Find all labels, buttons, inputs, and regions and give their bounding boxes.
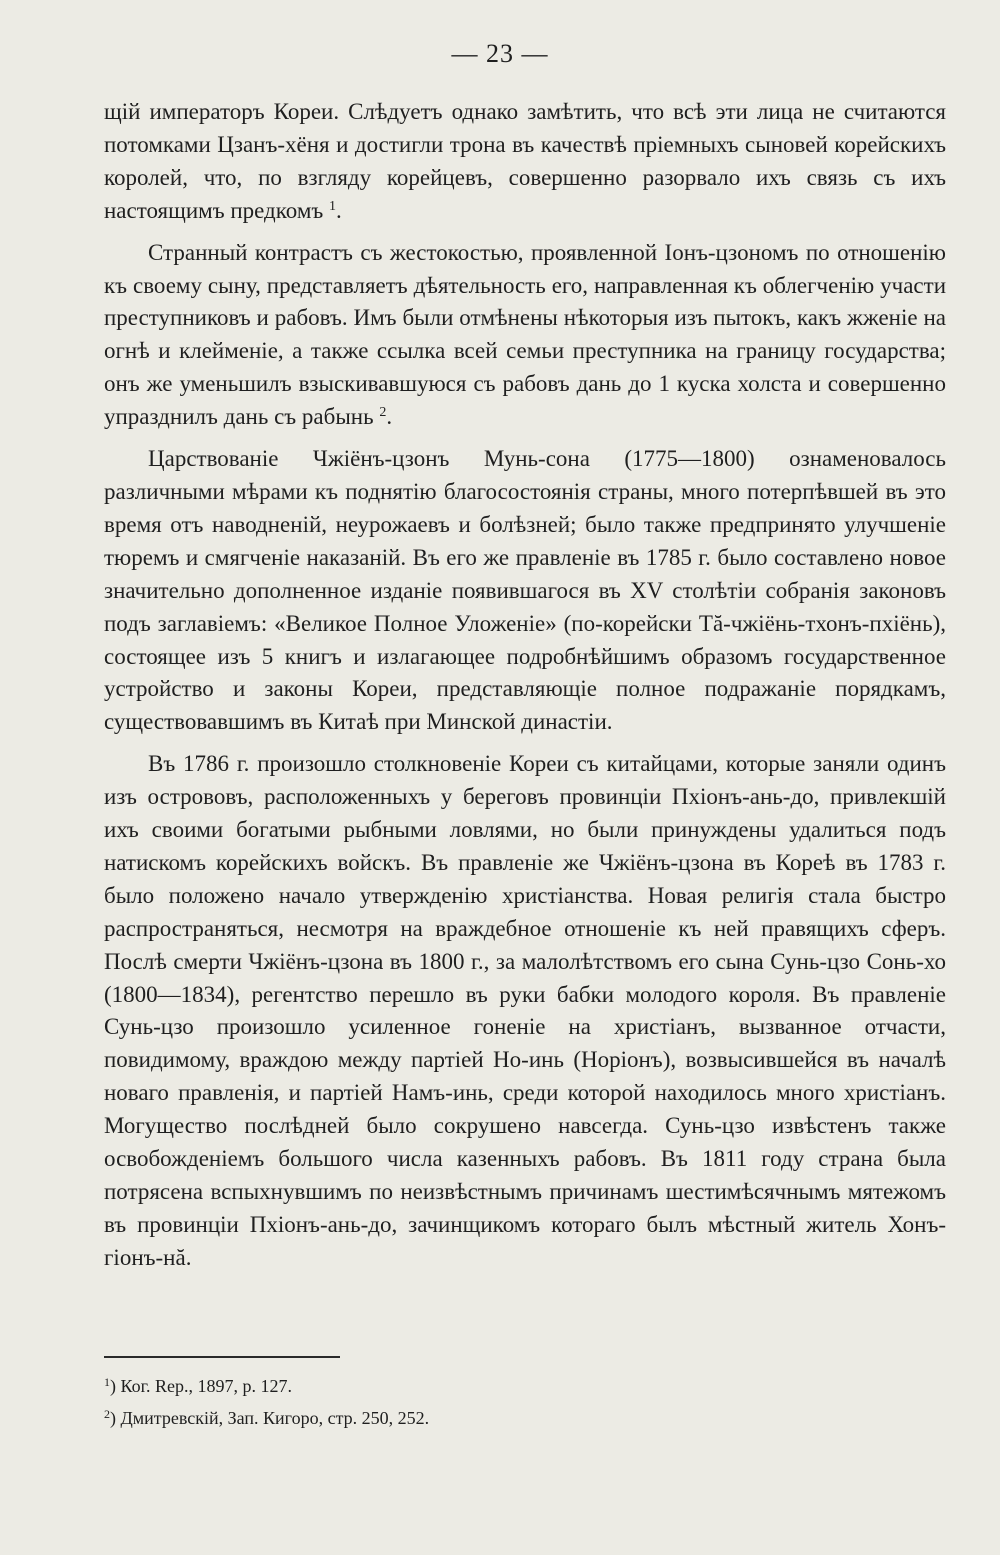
paragraph-3-text: Царствованіе Чжіёнъ-цзонъ Мунь-сона (1775—1800) ознаменовалось различными мѣрами къ поднятію благосостоянія страны, много потерпѣвшей въ это время отъ наводненій, неурожаевъ и болѣзней; было также предпринято улучшеніе тюремъ и смягченіе наказаній. Въ его же правленіе въ 1785 г. было составлено новое значительно дополненное изданіе появившагося въ XV столѣтіи собранія законовъ подъ заглавіемъ: «Великое Полное Уложеніе» (по-корейски Тă-чжіёнь-тхонъ-пхіёнь), состоящее изъ 5 книгъ и излагающее подробнѣйшимъ образомъ государственное устройство и законы Кореи, представляющіе полное подражаніе порядкамъ, существовавшимъ въ Китаѣ при Минской династіи. <box>104 446 946 735</box>
paragraph-4 <box>104 748 946 1275</box>
main-text <box>104 96 946 1275</box>
paragraph-2-end: . <box>386 404 393 430</box>
footnote-ref-2[interactable]: 2 <box>379 405 387 421</box>
paragraph-4-text: Въ 1786 г. произошло столкновеніе Кореи съ китайцами, которые заняли одинъ изъ острововъ, расположенныхъ у береговъ провинціи Пхіонъ-ань-до, привлекшій ихъ своими богатыми рыбными ловлями, но были принуждены удалиться подъ натискомъ корейскихъ войскъ. Въ правленіе же Чжіёнъ-цзона въ Кореѣ въ 1783 г. было положено начало утвержденію христіанства. Новая религія стала быстро распространяться, несмотря на враждебное отношеніе къ ней правящихъ сферъ. Послѣ смерти Чжіёнъ-цзона въ 1800 г., за малолѣтствомъ его сына Сунь-цзо Сонь-хо (1800—1834), регентство перешло въ руки бабки молодого короля. Въ правленіе Сунь-цзо произошло усиленное гоненіе на христіанъ, вызванное отчасти, повидимому, враждою между партіей Но-инь (Норіонъ), возвысившейся въ началѣ новаго правленія, и партіей Намъ-инь, среди которой находилось много христіанъ. Могущество послѣдней было сокрушено навсегда. Сунь-цзо извѣстенъ также освобожденіемъ большого числа казенныхъ рабовъ. Въ 1811 году страна была потрясена вспыхнувшимъ по неизвѣстнымъ причинамъ шестимѣсячнымъ мятежомъ въ провинціи Пхіонъ-ань-до, зачинщикомъ котораго былъ мѣстный житель Хонъ-гіонъ-нă. <box>104 751 946 1270</box>
footnote-2-text: ) Дмитревскій, Зап. Кигоро, стр. 250, 252. <box>110 1408 430 1428</box>
paragraph-2-text: Странный контрастъ съ жестокостью, проявленной Іонъ-цзономъ по отношенію къ своему сыну, представляетъ дѣятельность его, направленная къ облегченію участи преступниковъ и рабовъ. Имъ были отмѣнены нѣкоторыя изъ пытокъ, какъ жженіе на огнѣ и клейменіе, а также ссылка всей семьи преступника на границу государства; онъ же уменьшилъ взыскивавшуюся съ рабовъ дань до 1 куска холста и совершенно упразднилъ дань съ рабынь <box>104 239 946 430</box>
footnote-2 <box>104 1402 946 1434</box>
footnote-1 <box>104 1370 946 1402</box>
paragraph-2 <box>104 237 946 434</box>
paragraph-1-end: . <box>336 197 342 223</box>
paragraph-3 <box>104 443 946 739</box>
footnote-mark-2: 2 <box>104 1407 110 1421</box>
footnote-ref-1[interactable]: 1 <box>329 198 337 214</box>
paragraph-1 <box>104 96 946 228</box>
footnote-divider <box>104 1356 340 1358</box>
footnotes <box>104 1370 946 1434</box>
footnote-1-text: ) Ког. Rер., 1897, р. 127. <box>110 1376 292 1396</box>
page-number: — 23 — <box>451 39 549 68</box>
paragraph-1-text: щій императоръ Кореи. Слѣдуетъ однако замѣтить, что всѣ эти лица не считаются потомками Цзанъ-хёня и достигли трона въ качествѣ пріемныхъ сыновей корейскихъ королей, что, по взгляду корейцевъ, совершенно разорвало ихъ связь съ ихъ настоящимъ предкомъ <box>104 99 946 223</box>
footnote-mark-1: 1 <box>104 1375 110 1389</box>
